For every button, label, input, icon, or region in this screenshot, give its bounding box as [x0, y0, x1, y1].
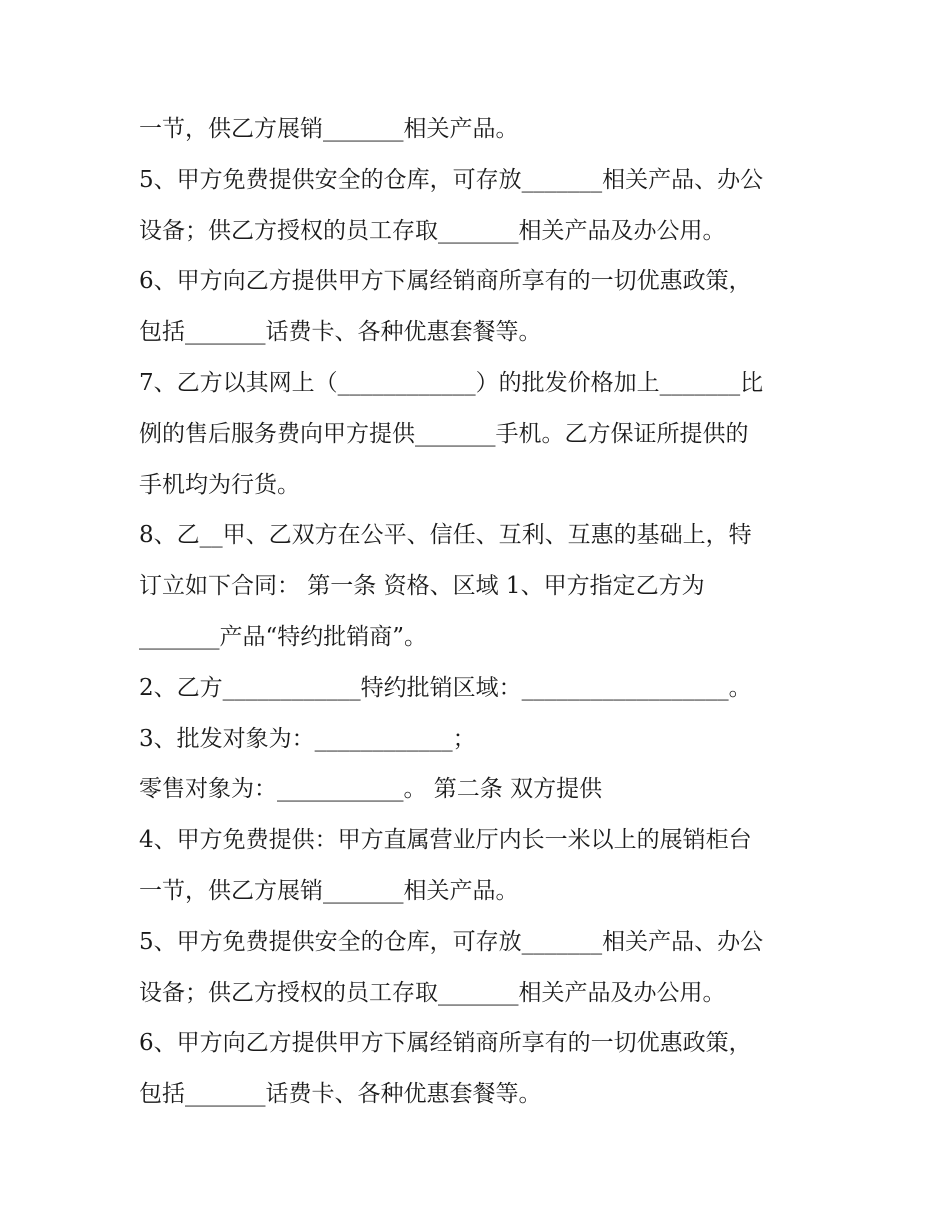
text-line: 7、乙方以其网上（____________）的批发价格加上_______比 [139, 369, 764, 396]
text-line: 6、甲方向乙方提供甲方下属经销商所享有的一切优惠政策， [139, 268, 752, 295]
text-line: 一节，供乙方展销_______相关产品。 [139, 877, 519, 904]
text-line: 一节，供乙方展销_______相关产品。 [139, 116, 519, 142]
text-line: 包括_______话费卡、各种优惠套餐等。 [139, 319, 542, 346]
contract-text [139, 104, 819, 1120]
text-line: 5、甲方免费提供安全的仓库，可存放_______相关产品、办公 [139, 166, 764, 193]
text-line: 5、甲方免费提供安全的仓库，可存放_______相关产品、办公 [139, 928, 764, 955]
text-line: 3、批发对象为：____________； [139, 725, 476, 752]
text-line: 包括_______话费卡、各种优惠套餐等。 [139, 1081, 542, 1108]
text-line: 4、甲方免费提供：甲方直属营业厅内长一米以上的展销柜台 [139, 827, 752, 854]
text-line: 2、乙方____________特约批销区域：__________________。 [139, 674, 752, 701]
text-line: 手机均为行货。 [139, 471, 300, 498]
text-line: 8、乙__甲、乙双方在公平、信任、互利、互惠的基础上，特 [139, 522, 752, 549]
text-line: 例的售后服务费向甲方提供_______手机。乙方保证所提供的 [139, 420, 749, 447]
text-line: _______产品“特约批销商”。 [139, 623, 428, 650]
text-line: 零售对象为：___________。 第二条 双方提供 [139, 776, 603, 803]
text-line: 6、甲方向乙方提供甲方下属经销商所享有的一切优惠政策， [139, 1030, 752, 1057]
text-line: 设备；供乙方授权的员工存取_______相关产品及办公用。 [139, 979, 726, 1006]
text-line: 设备；供乙方授权的员工存取_______相关产品及办公用。 [139, 217, 726, 244]
text-line: 订立如下合同： 第一条 资格、区域 1、甲方指定乙方为 [139, 573, 705, 600]
